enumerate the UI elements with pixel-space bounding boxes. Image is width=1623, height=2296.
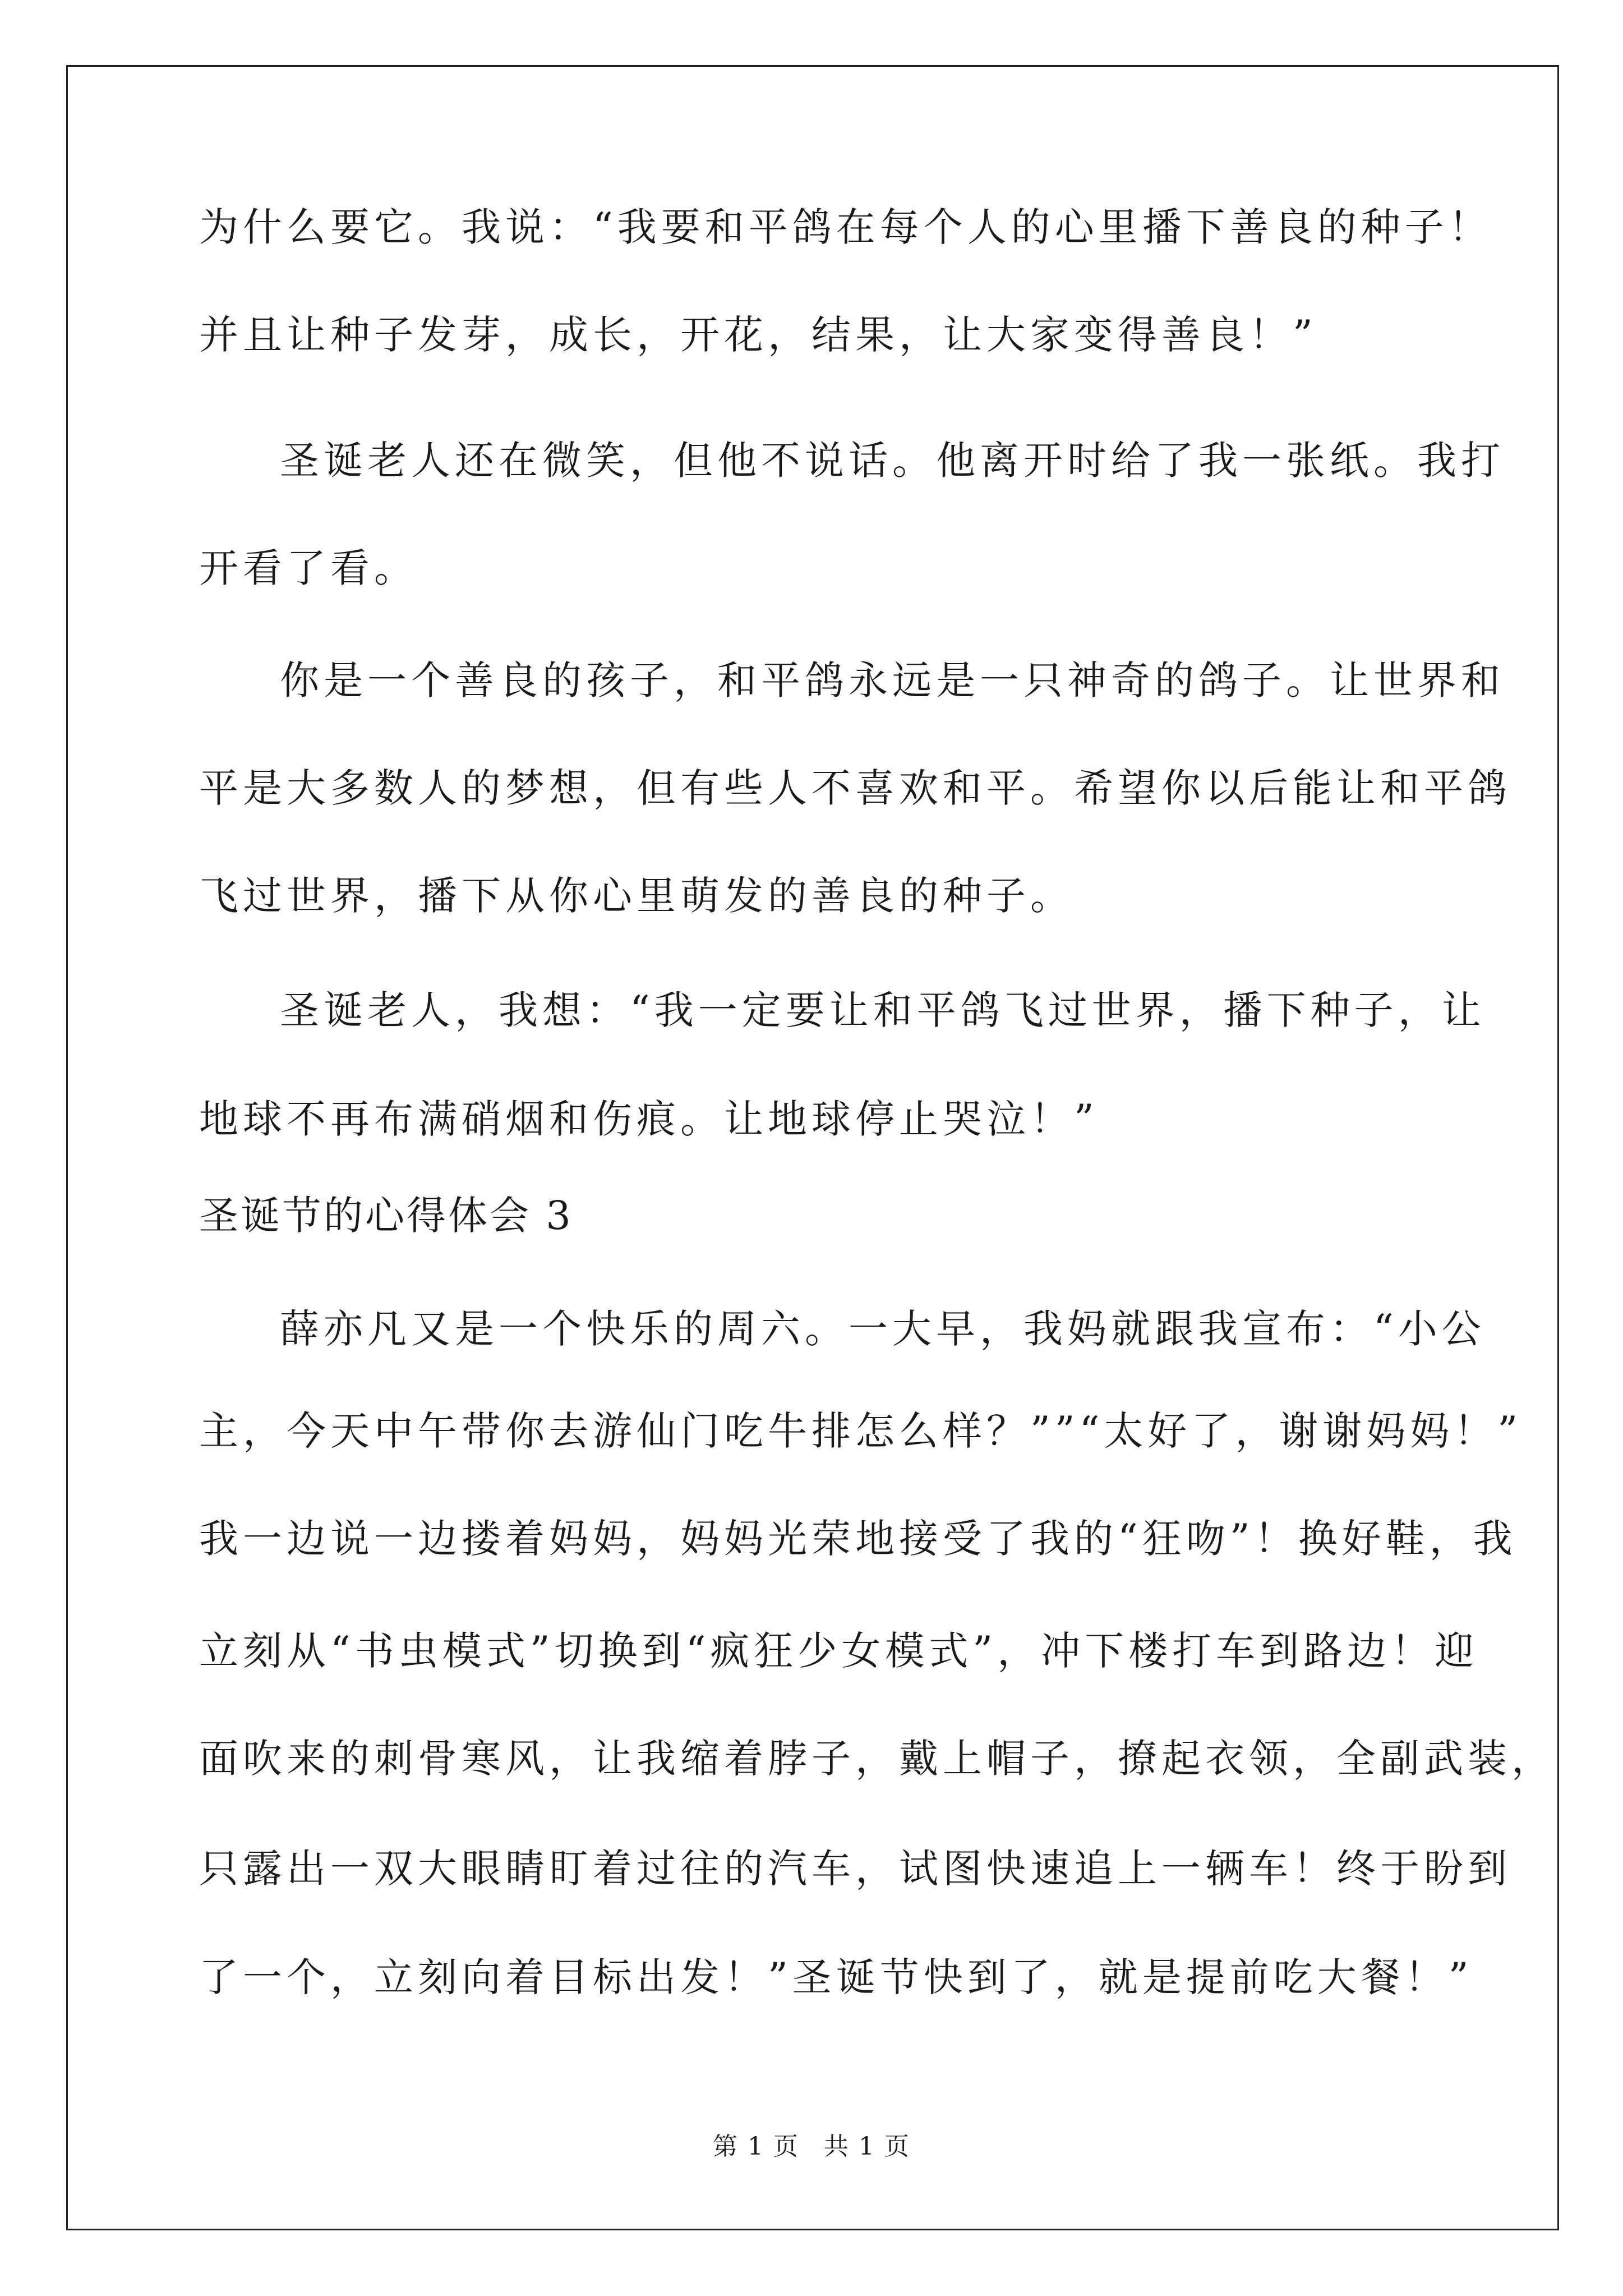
section-heading: 圣诞节的心得体会 3 bbox=[199, 1193, 573, 1239]
text-line: 开看了看。 bbox=[199, 545, 418, 591]
text-line: 地球不再布满硝烟和伤痕。让地球停止哭泣！” bbox=[199, 1096, 1099, 1142]
text-line: 了一个，立刻向着目标出发！”圣诞节快到了，就是提前吃大餐！” bbox=[199, 1954, 1473, 2000]
text-line: 飞过世界，播下从你心里萌发的善良的种子。 bbox=[199, 873, 1074, 919]
page-number: 第 1 页 bbox=[713, 2132, 799, 2161]
text-line: 面吹来的刺骨寒风，让我缩着脖子，戴上帽子，撩起衣领，全副武装， bbox=[199, 1736, 1555, 1782]
text-line: 圣诞老人还在微笑，但他不说话。他离开时给了我一张纸。我打 bbox=[280, 438, 1505, 484]
text-line: 主，今天中午带你去游仙门吃牛排怎么样？””“太好了，谢谢妈妈！” bbox=[199, 1408, 1523, 1454]
page-footer bbox=[0, 2126, 1623, 2162]
text-line: 薛亦凡又是一个快乐的周六。一大早，我妈就跟我宣布：“小公 bbox=[280, 1306, 1486, 1352]
page-total: 共 1 页 bbox=[824, 2132, 910, 2161]
page-border bbox=[66, 65, 1559, 2230]
text-line: 为什么要它。我说：“我要和平鸽在每个人的心里播下善良的种子！ bbox=[199, 204, 1492, 250]
text-line: 你是一个善良的孩子，和平鸽永远是一只神奇的鸽子。让世界和 bbox=[280, 657, 1505, 703]
text-line: 圣诞老人，我想：“我一定要让和平鸽飞过世界，播下种子，让 bbox=[280, 987, 1486, 1033]
text-line: 我一边说一边搂着妈妈，妈妈光荣地接受了我的“狂吻”！换好鞋，我 bbox=[199, 1516, 1517, 1562]
text-line: 立刻从“书虫模式”切换到“疯狂少女模式”，冲下楼打车到路边！迎 bbox=[199, 1628, 1479, 1674]
text-line: 平是大多数人的梦想，但有些人不喜欢和平。希望你以后能让和平鸽 bbox=[199, 765, 1511, 811]
text-line: 只露出一双大眼睛盯着过往的汽车，试图快速追上一辆车！终于盼到 bbox=[199, 1846, 1511, 1892]
text-line: 并且让种子发芽，成长，开花，结果，让大家变得善良！” bbox=[199, 312, 1317, 358]
